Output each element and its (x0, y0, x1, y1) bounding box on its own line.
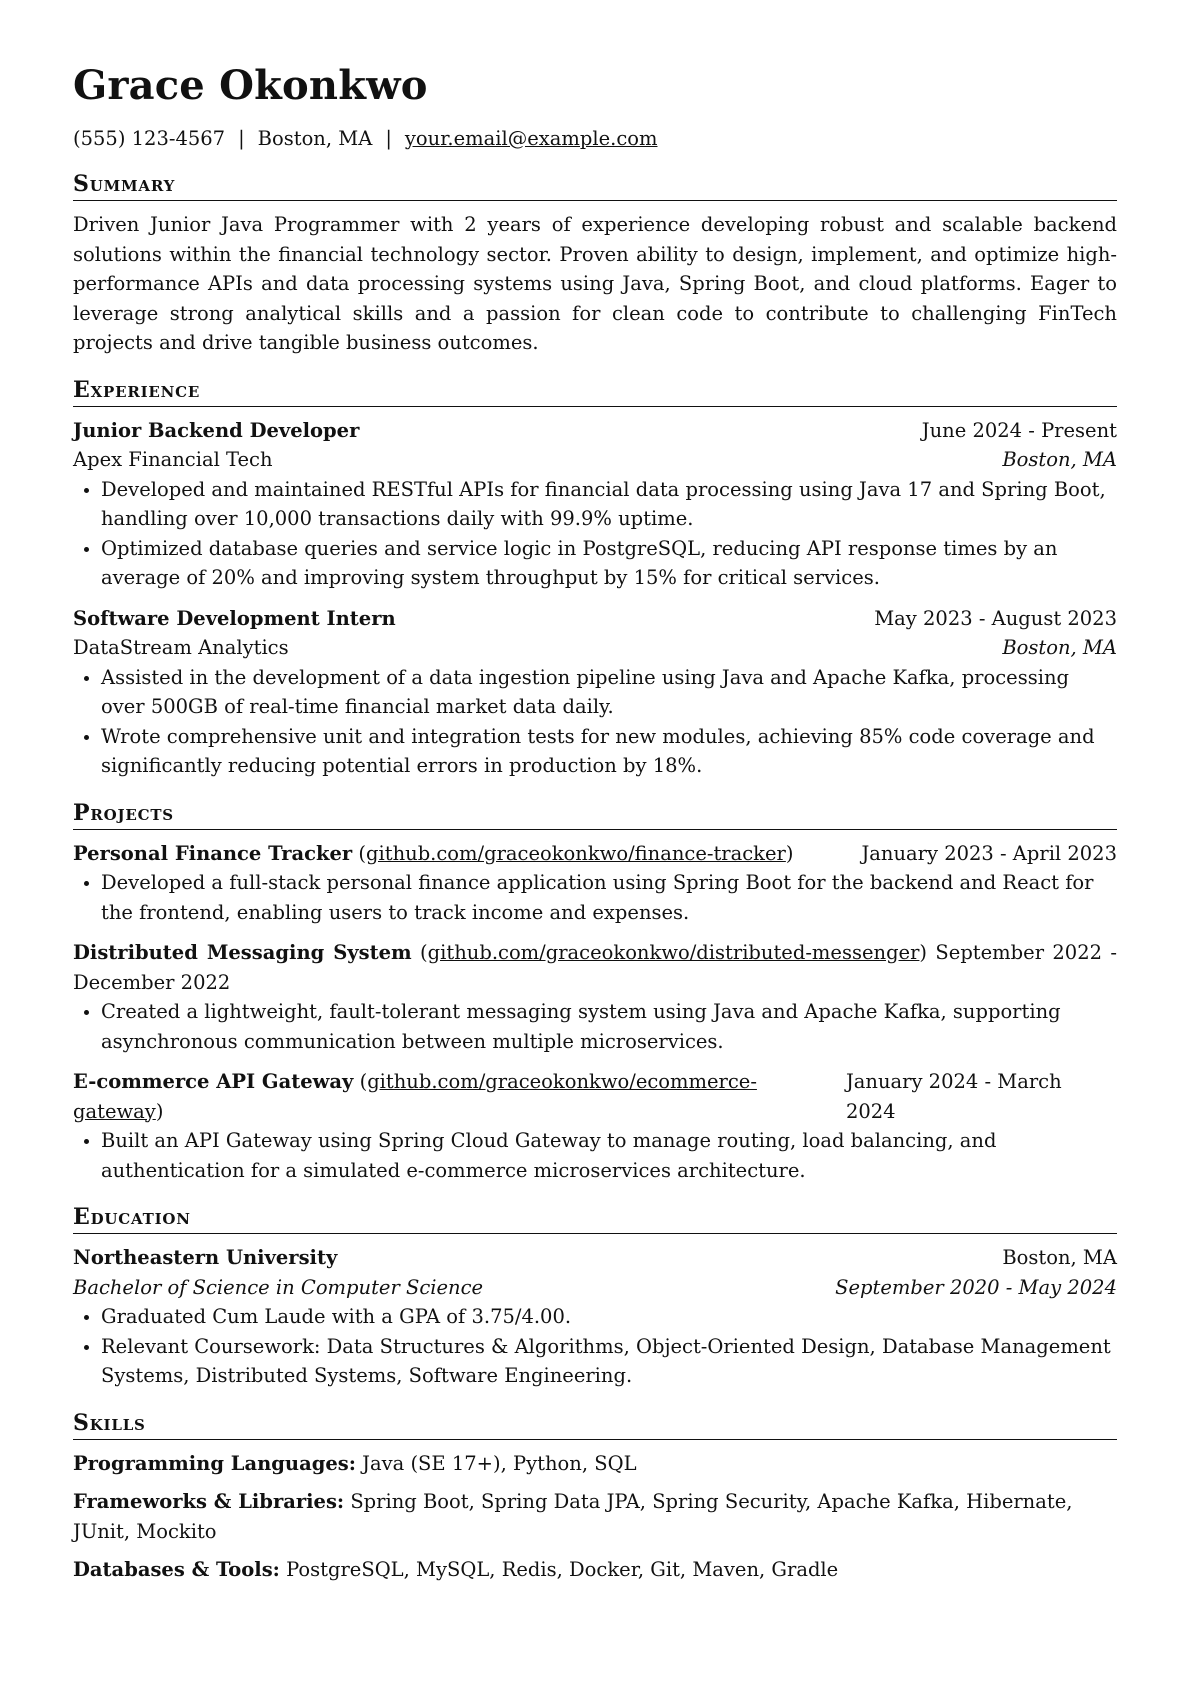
job-dates: June 2024 - Present (921, 418, 1117, 442)
school-name: Northeastern University (73, 1246, 338, 1269)
job-location: Boston, MA (1002, 448, 1117, 471)
project-entry (73, 1067, 1117, 1185)
job-location: Boston, MA (1002, 636, 1117, 659)
contact-line (73, 126, 1117, 152)
company-name: DataStream Analytics (73, 636, 289, 659)
section-title-education: Education (73, 1203, 1117, 1234)
experience-section (73, 376, 1117, 781)
section-title-summary: Summary (73, 170, 1117, 201)
bullet-item: • Wrote comprehensive unit and integration tests for new modules, achieving 85% code coverage and significantly reducing potential errors in production by 18%. (101, 722, 1117, 781)
bullet-list (73, 997, 1117, 1056)
project-dates: January 2023 - April 2023 (861, 841, 1117, 865)
candidate-name: Grace Okonkwo (73, 62, 428, 109)
company-name: Apex Financial Tech (73, 448, 273, 471)
project-link[interactable]: github.com/graceokonkwo/finance-tracker (366, 841, 786, 865)
project-dates: September 2022 - December 2022 (73, 941, 1117, 994)
separator: | (385, 127, 392, 150)
experience-entry (73, 416, 1117, 593)
skill-line (73, 1555, 1117, 1585)
section-title-skills: Skills (73, 1409, 1117, 1440)
job-title: Junior Backend Developer (73, 418, 360, 442)
project-link[interactable]: github.com/graceokonkwo/ecommerce-gateway (73, 1070, 757, 1123)
email-link[interactable]: your.email@example.com (404, 127, 658, 150)
bullet-item: • Optimized database queries and service logic in PostgreSQL, reducing API response times by an average of 20% and improving system throughput by 15% for critical services. (101, 534, 1117, 593)
location: Boston, MA (257, 127, 373, 150)
bullet-list (73, 663, 1117, 781)
bullet-list (73, 1302, 1117, 1391)
skill-line (73, 1449, 1117, 1479)
education-dates: September 2020 - May 2024 (835, 1275, 1117, 1299)
education-section (73, 1203, 1117, 1391)
skill-label: Frameworks & Libraries: (73, 1490, 345, 1513)
skill-line (73, 1487, 1117, 1546)
project-header (73, 1067, 1117, 1126)
project-name: Personal Finance Tracker (73, 841, 353, 865)
bullet-item: • Built an API Gateway using Spring Cloud Gateway to manage routing, load balancing, and authentication for a simulated e-commerce microservices architecture. (101, 1126, 1117, 1185)
skill-label: Databases & Tools: (73, 1558, 280, 1581)
experience-header (73, 604, 1117, 634)
bullet-item: • Assisted in the development of a data ingestion pipeline using Java and Apache Kafka, processing over 500GB of real-time financial market data daily. (101, 663, 1117, 722)
skill-value: Java (SE 17+), Python, SQL (362, 1451, 637, 1475)
projects-section (73, 799, 1117, 1186)
experience-header (73, 416, 1117, 446)
section-title-projects: Projects (73, 799, 1117, 830)
project-heading: Personal Finance Tracker (github.com/graceokonkwo/finance-tracker) (73, 841, 794, 865)
section-title-experience: Experience (73, 376, 1117, 407)
phone-number: (555) 123-4567 (73, 127, 226, 150)
project-link[interactable]: github.com/graceokonkwo/distributed-messenger (427, 941, 920, 964)
bullet-list (73, 475, 1117, 593)
bullet-item: • Created a lightweight, fault-tolerant messaging system using Java and Apache Kafka, supporting asynchronous communication between multiple microservices. (101, 997, 1117, 1056)
project-heading: E-commerce API Gateway (github.com/graceokonkwo/ecommerce-gateway) (73, 1070, 757, 1123)
bullet-item: • Graduated Cum Laude with a GPA of 3.75/4.00. (101, 1302, 1117, 1332)
skills-section (73, 1409, 1117, 1585)
education-subheader (73, 1273, 1117, 1303)
school-location: Boston, MA (1002, 1246, 1117, 1269)
project-header (73, 839, 1117, 869)
job-dates: May 2023 - August 2023 (874, 606, 1117, 630)
project-header: Distributed Messaging System (github.com/graceokonkwo/distributed-messenger) September 2022 - December 2022 (73, 941, 1117, 994)
separator: | (238, 127, 245, 150)
experience-entry (73, 604, 1117, 781)
project-name: Distributed Messaging System (73, 941, 412, 964)
bullet-item: • Developed a full-stack personal finance application using Spring Boot for the backend and React for the frontend, enabling users to track income and expenses. (101, 868, 1117, 927)
project-dates: January 2024 - March 2024 (845, 1070, 1062, 1123)
bullet-list (73, 1126, 1117, 1185)
education-header (73, 1243, 1117, 1273)
bullet-list (73, 868, 1117, 927)
experience-subheader (73, 445, 1117, 475)
summary-text: Driven Junior Java Programmer with 2 years of experience developing robust and scalable backend solutions within the financial technology sector. Proven ability to design, implement, and optimize high-performance APIs and data processing systems using Java, Spring Boot, and cloud platforms. Eager to leverage strong analytical skills and a passion for clean code to contribute to challenging FinTech projects and drive tangible business outcomes. (73, 213, 1117, 354)
degree: Bachelor of Science in Computer Science (73, 1275, 484, 1299)
skill-label: Programming Languages: (73, 1451, 356, 1475)
experience-subheader (73, 633, 1117, 663)
project-name: E-commerce API Gateway (73, 1070, 354, 1093)
bullet-item: • Developed and maintained RESTful APIs for financial data processing using Java 17 and Spring Boot, handling over 10,000 transactions daily with 99.9% uptime. (101, 475, 1117, 534)
project-entry (73, 938, 1117, 1056)
skill-value: Spring Boot, Spring Data JPA, Spring Security, Apache Kafka, Hibernate, JUnit, Mockito (73, 1490, 1073, 1543)
project-entry (73, 839, 1117, 928)
bullet-item: • Relevant Coursework: Data Structures & Algorithms, Object-Oriented Design, Database Management Systems, Distributed Systems, Software Engineering. (101, 1332, 1117, 1391)
summary-section (73, 170, 1117, 358)
job-title: Software Development Intern (73, 606, 396, 630)
skill-value: PostgreSQL, MySQL, Redis, Docker, Git, Maven, Gradle (286, 1558, 839, 1581)
